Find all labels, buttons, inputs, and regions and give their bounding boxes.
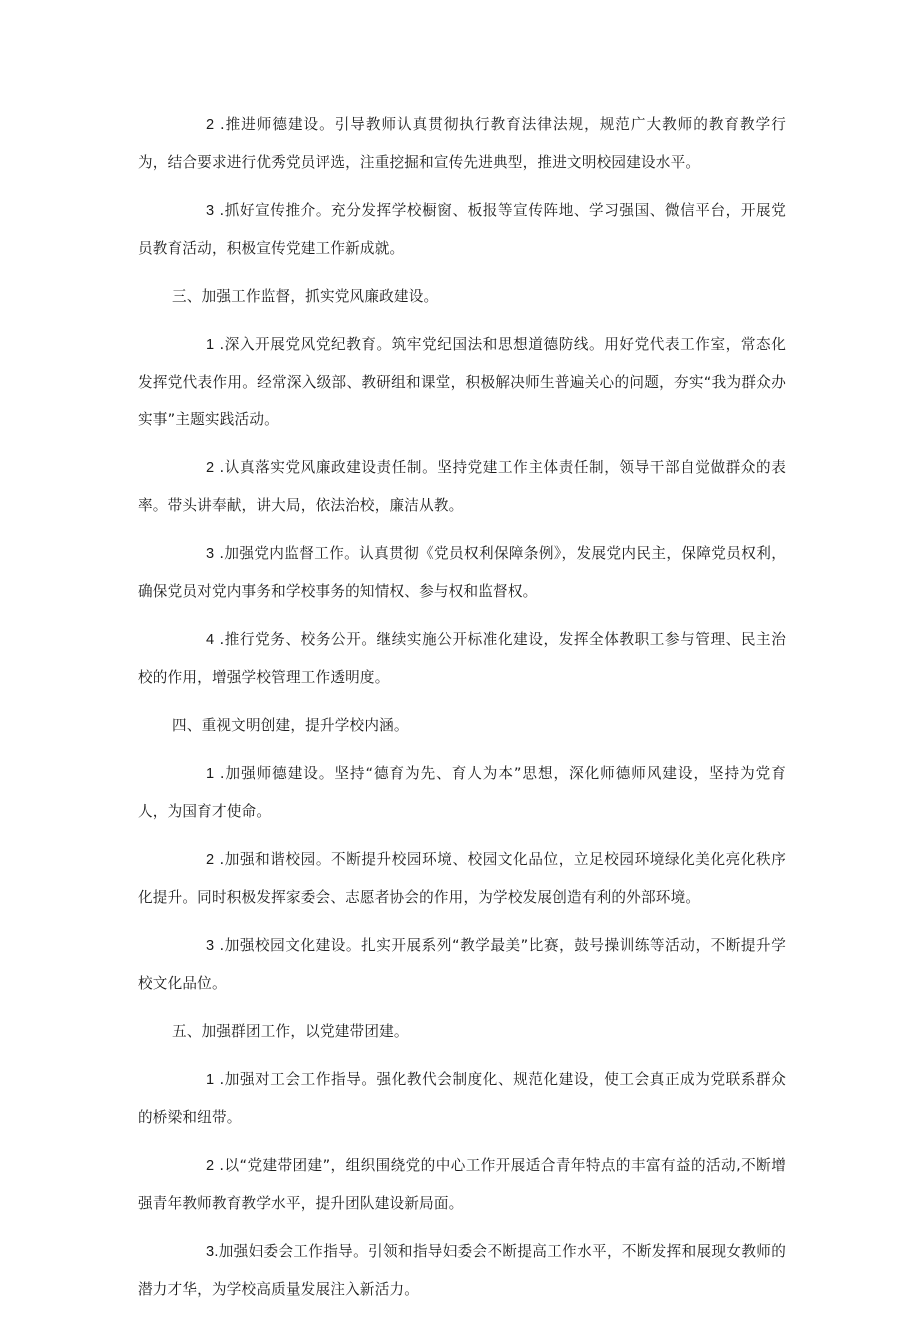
section-heading-3: [138, 278, 786, 315]
item-number: 2: [206, 460, 215, 476]
paragraph-text: .推进师德建设。引导教师认真贯彻执行教育法律法规，规范广大教师的教育教学行为，结合要求进行优秀党员评选，注重挖掘和宣传先进典型，推进文明校园建设水平。: [138, 116, 786, 171]
paragraph-text: .抓好宣传推介。充分发挥学校橱窗、板报等宣传阵地、学习强国、微信平台，开展党员教育活动，积极宣传党建工作新成就。: [138, 202, 786, 257]
paragraph-15: [138, 1233, 786, 1308]
item-number: 1: [206, 337, 215, 353]
paragraph-7: [138, 621, 786, 696]
item-number: 3: [206, 938, 215, 954]
paragraph-text: .认真落实党风廉政建设责任制。坚持党建工作主体责任制，领导干部自觉做群众的表率。带头讲奉献，讲大局，依法治校，廉洁从教。: [138, 459, 786, 514]
section-heading-5: [138, 1013, 786, 1050]
section-heading-4: [138, 707, 786, 744]
item-number: 4: [206, 632, 215, 648]
paragraph-text: 加强妇委会工作指导。引领和指导妇委会不断提高工作水平，不断发挥和展现女教师的潜力才华，为学校高质量发展注入新活力。: [138, 1243, 786, 1298]
paragraph-14: [138, 1147, 786, 1222]
paragraph-text: .推行党务、校务公开。继续实施公开标准化建设，发挥全体教职工参与管理、民主治校的作用，增强学校管理工作透明度。: [138, 631, 786, 686]
item-number: 2: [206, 852, 215, 868]
paragraph-10: [138, 841, 786, 916]
paragraph-1: [138, 106, 786, 181]
paragraph-text: .加强和谐校园。不断提升校园环境、校园文化品位，立足校园环境绿化美化亮化秩序化提升。同时积极发挥家委会、志愿者协会的作用，为学校发展创造有利的外部环境。: [138, 851, 786, 906]
heading-text: 五、加强群团工作，以党建带团建。: [172, 1023, 409, 1040]
paragraph-13: [138, 1061, 786, 1136]
item-number: 3: [206, 546, 215, 562]
paragraph-text: .以“党建带团建”，组织围绕党的中心工作开展适合青年特点的丰富有益的活动,不断增强青年教师教育教学水平，提升团队建设新局面。: [138, 1157, 786, 1212]
paragraph-4: [138, 326, 786, 438]
paragraph-text: .加强师德建设。坚持“德育为先、育人为本”思想，深化师德师风建设，坚持为党育人，为国育才使命。: [138, 765, 786, 820]
paragraph-9: [138, 755, 786, 830]
paragraph-text: .深入开展党风党纪教育。筑牢党纪国法和思想道德防线。用好党代表工作室，常态化发挥党代表作用。经常深入级部、教研组和课堂，积极解决师生普遍关心的问题，夯实“我为群众办实事”主题实践活动。: [138, 336, 786, 428]
item-number: 2: [206, 117, 215, 133]
item-number: 3: [206, 203, 215, 219]
paragraph-6: [138, 535, 786, 610]
item-number: 2: [206, 1158, 215, 1174]
item-number: 1: [206, 766, 215, 782]
paragraph-text: .加强党内监督工作。认真贯彻《党员权利保障条例》，发展党内民主，保障党员权利，确保党员对党内事务和学校事务的知情权、参与权和监督权。: [138, 545, 786, 600]
paragraph-11: [138, 927, 786, 1002]
item-number: 3.: [206, 1244, 219, 1260]
heading-text: 四、重视文明创建，提升学校内涵。: [172, 717, 409, 734]
paragraph-5: [138, 449, 786, 524]
item-number: 1: [206, 1072, 215, 1088]
document-page: [138, 106, 786, 1319]
heading-text: 三、加强工作监督，抓实党风廉政建设。: [172, 288, 439, 305]
paragraph-2: [138, 192, 786, 267]
paragraph-text: .加强校园文化建设。扎实开展系列“教学最美”比赛，鼓号操训练等活动，不断提升学校文化品位。: [138, 937, 786, 992]
paragraph-text: .加强对工会工作指导。强化教代会制度化、规范化建设，使工会真正成为党联系群众的桥梁和纽带。: [138, 1071, 786, 1126]
